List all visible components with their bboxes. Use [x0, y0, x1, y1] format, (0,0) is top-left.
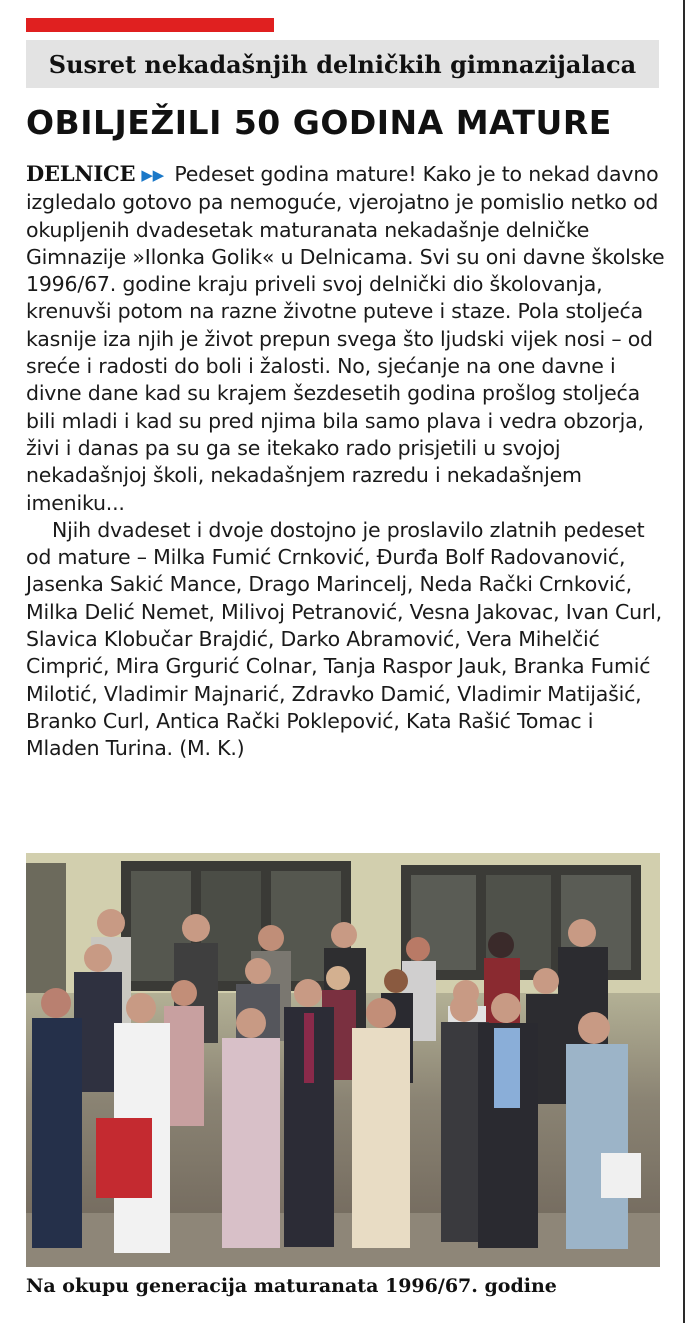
headline: OBILJEŽILI 50 GODINA MATURE — [26, 103, 612, 142]
photo-caption: Na okupu generacija maturanata 1996/67. godine — [26, 1275, 557, 1297]
double-arrow-icon: ▶▶ — [141, 166, 164, 184]
kicker — [26, 40, 659, 88]
column-rule — [683, 0, 685, 1323]
group-photo-illustration — [26, 853, 660, 1267]
dateline: DELNICE — [26, 161, 136, 186]
section-accent-bar — [26, 18, 274, 32]
kicker-text: Susret nekadašnjih delničkih gimnazijalaca — [48, 49, 637, 79]
paragraph-2: Njih dvadeset i dvoje dostojno je proslavilo zlatnih pedeset od mature – Milka Fumić Crnković, Đurđa Bolf Radovanović, Jasenka Sakić Mance, Drago Marincelj, Neda Rački Crnković, Milka Delić Nemet, Milivoj Petranović, Vesna Jakovac, Ivan Curl, Slavica Klobučar Brajdić, Darko Abramović, Vera Mihelčić Cimprić, Mira Grgurić Colnar, Tanja Raspor Jauk, Branka Fumić Milotić, Vladimir Majnarić, Zdravko Damić, Vladimir Matijašić, Branko Curl, Antica Rački Poklepović, Kata Rašić Tomac i Mladen Turina. (M. K.) — [26, 517, 662, 761]
paragraph-1 — [26, 160, 666, 517]
article-body — [26, 160, 666, 763]
group-photo — [26, 853, 660, 1267]
paragraph-1-text: Pedeset godina mature! Kako je to nekad davno izgledalo gotovo pa nemoguće, vjerojatno je pomislio netko od okupljenih dvadesetak maturanata nekadašnje delničke Gimnazije »Ilonka Golik« u Delnicama. Svi su oni davne školske 1996/67. godine kraju priveli svoj delnički dio školovanja, krenuvši potom na razne životne puteve i staze. Pola stoljeća kasnije iza njih je život prepun svega što ljudski vijek nosi – od sreće i radosti do boli i žalosti. No, sjećanje na one davne i divne dane kad su krajem šezdesetih godina prošlog stoljeća bili mladi i kad su pred njima bila samo plava i vedra obzorja, živi i danas pa su ga se itekako rado prisjetili u svojoj nekadašnjoj školi, nekadašnjem razredu i nekadašnjem imeniku... — [26, 162, 665, 515]
